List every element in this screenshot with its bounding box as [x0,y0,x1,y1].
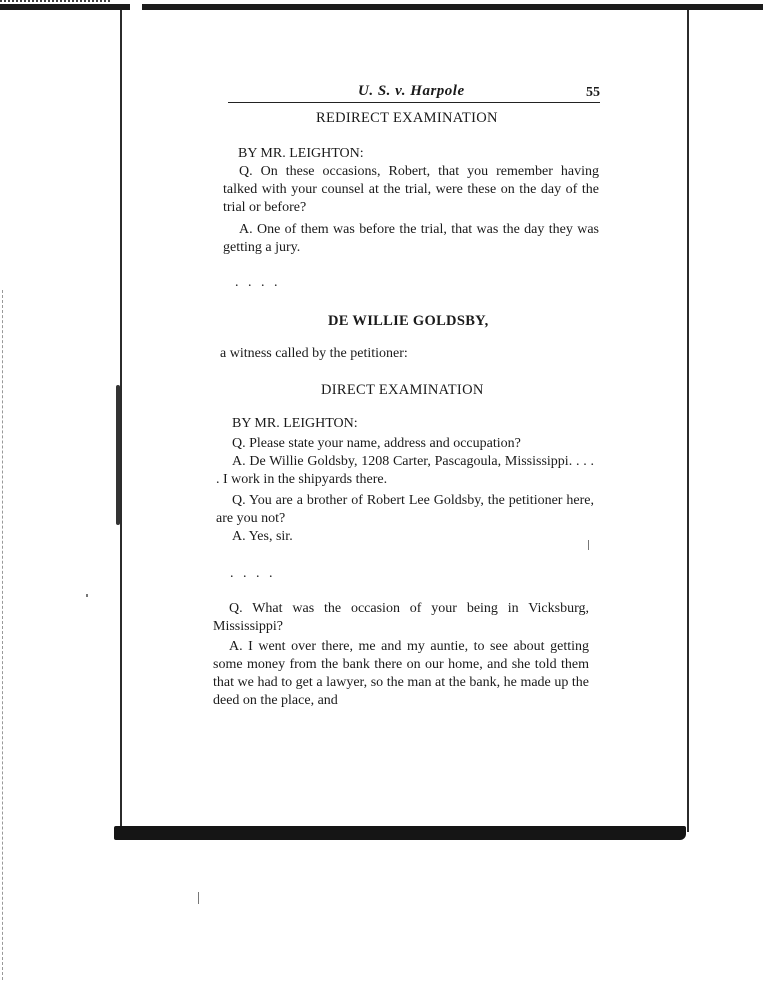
scan-left-margin-dots [2,290,4,980]
direct-answer-1: A. De Willie Goldsby, 1208 Carter, Pascagoula, Mississippi. . . . . I work in the shipyards there. [216,454,594,487]
direct-question-2: Q. You are a brother of Robert Lee Goldsby, the petitioner here, are you not? [216,493,594,526]
witness-intro: a witness called by the petitioner: [220,346,408,361]
scan-speck [86,594,88,597]
direct-answer-3: A. I went over there, me and my auntie, to see about getting some money from the bank there on our home, and she told them that we had to get a lawyer, so the man at the bank, he made up the deed on the place, and [213,639,589,708]
page-number: 55 [586,85,600,100]
direct-question-1: Q. Please state your name, address and occupation? [232,436,521,451]
direct-heading: DIRECT EXAMINATION [321,382,484,398]
omission-ellipsis-1: . . . . [235,275,281,290]
running-title: U. S. v. Harpole [358,83,465,99]
direct-question-3: Q. What was the occasion of your being in Vicksburg, Mississippi? [213,601,589,634]
binding-shadow [116,385,120,525]
redirect-answer-1: A. One of them was before the trial, that was the day they was getting a jury. [223,222,599,255]
witness-name: DE WILLIE GOLDSBY, [328,313,489,329]
running-header [228,78,600,103]
direct-answer-2: A. Yes, sir. [232,529,293,544]
scan-speck [198,892,199,904]
omission-ellipsis-2: . . . . [230,566,276,581]
page-bottom-edge [114,826,686,840]
direct-examiner: BY MR. LEIGHTON: [232,416,358,431]
redirect-examiner: BY MR. LEIGHTON: [238,146,364,161]
redirect-heading: REDIRECT EXAMINATION [316,110,498,126]
redirect-question-1: Q. On these occasions, Robert, that you remember having talked with your counsel at the trial, were these on the day of the trial or before? [223,164,599,215]
